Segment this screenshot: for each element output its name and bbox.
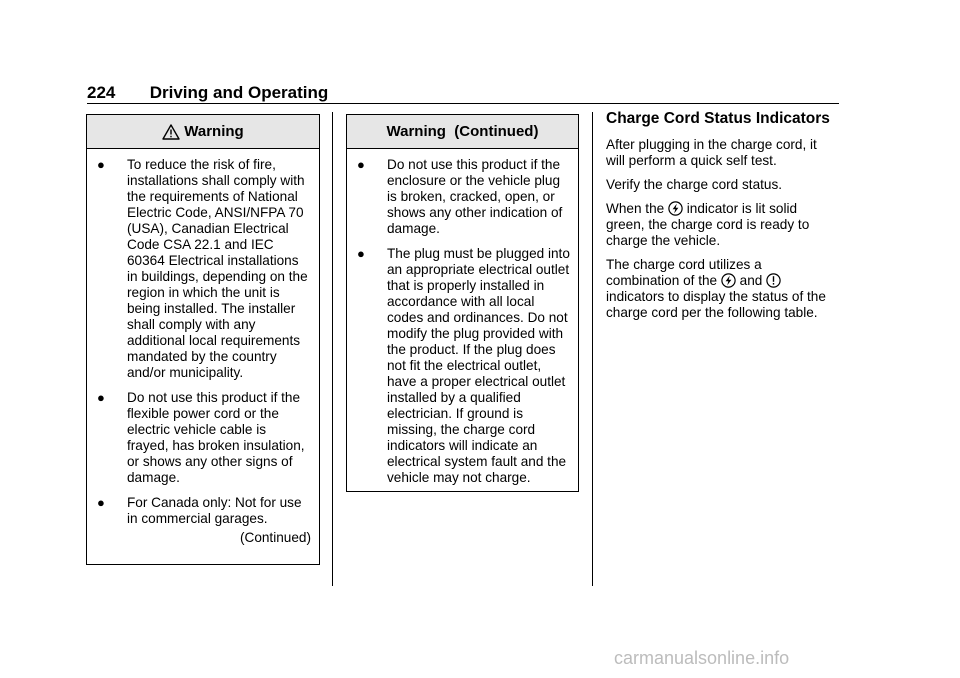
- warning-box-continued: [346, 114, 579, 492]
- list-item: ● Do not use this product if the enclosure or the vehicle plug is broken, cracked, open, or shows any other indication of damage.: [357, 157, 563, 236]
- list-item: ● The plug must be plugged into an appropriate electrical outlet that is properly installed in accordance with all local codes and ordinances. Do not modify the plug provided with the product. If the plug does not fit the electrical outlet, have a proper electrical outlet installed by a qualified electrician. If ground is missing, the charge cord indicators will indicate an electrical system fault and the vehicle may not charge.: [357, 246, 570, 485]
- fault-exclamation-icon: [766, 273, 781, 288]
- list-item: ● To reduce the risk of fire, installations shall comply with the requirements of National Electric Code, ANSI/NFPA 70 (USA), Canadian Electrical Code CSA 22.1 and IEC 60364 Electrical installations in buildings, depending on the region in which the unit is being installed. The installer shall comply with any additional local requirements mandated by the country and/or municipality.: [97, 157, 308, 380]
- warning-title-bar: [87, 115, 319, 149]
- list-item: ● Do not use this product if the flexible power cord or the electric vehicle cable is frayed, has broken insulation, or shows any other signs of damage.: [97, 390, 305, 485]
- warning-continued-title-bar: [347, 115, 578, 149]
- continued-label: (Continued): [239, 530, 311, 545]
- paragraph: After plugging in the charge cord, it will perform a quick self test.: [606, 137, 817, 168]
- warning-title: Warning: [184, 123, 244, 140]
- warning-triangle-icon: [162, 124, 180, 140]
- charge-bolt-icon: [668, 201, 683, 216]
- warning-box: [86, 114, 320, 565]
- charge-bolt-icon: [721, 273, 736, 288]
- section-heading: Charge Cord Status Indicators: [606, 110, 830, 127]
- header-rule: [87, 103, 839, 104]
- warning-continued-title: Warning (Continued): [386, 123, 539, 140]
- charge-cord-section: [606, 110, 838, 329]
- paragraph: When the indicator is lit solid green, the charge cord is ready to charge the vehicle.: [606, 201, 810, 248]
- list-item: ● For Canada only: Not for use in commercial garages.: [97, 495, 302, 526]
- paragraph: Verify the charge cord status.: [606, 177, 783, 192]
- section-title: Driving and Operating: [149, 83, 329, 102]
- paragraph: The charge cord utilizes a combination of the and indicators to display the status of the charge cord per the following table.: [606, 257, 826, 320]
- watermark: carmanualsonline.info: [614, 648, 790, 668]
- column-divider-2: [592, 112, 593, 586]
- column-divider-1: [332, 112, 333, 586]
- page-number: 224: [87, 83, 116, 102]
- page-header: [87, 83, 839, 103]
